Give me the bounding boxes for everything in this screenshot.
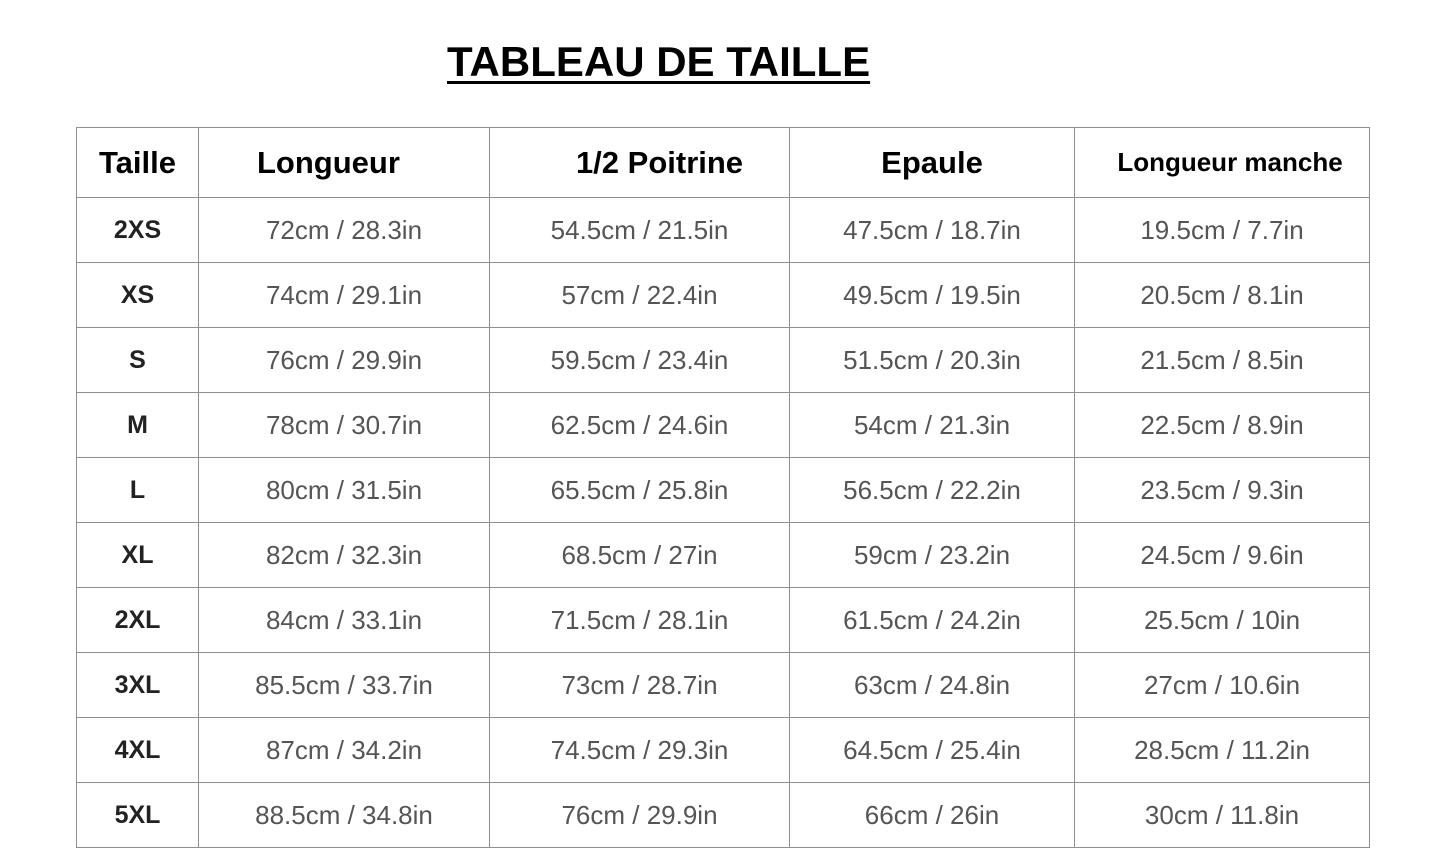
cell-longueur-manche: 19.5cm / 7.7in xyxy=(1075,198,1370,263)
cell-epaule: 66cm / 26in xyxy=(790,783,1075,848)
cell-size: 4XL xyxy=(77,718,199,783)
cell-epaule: 56.5cm / 22.2in xyxy=(790,458,1075,523)
cell-longueur: 85.5cm / 33.7in xyxy=(199,653,490,718)
cell-epaule: 61.5cm / 24.2in xyxy=(790,588,1075,653)
cell-longueur-manche: 28.5cm / 11.2in xyxy=(1075,718,1370,783)
cell-demi-poitrine: 62.5cm / 24.6in xyxy=(490,393,790,458)
cell-size: 3XL xyxy=(77,653,199,718)
cell-demi-poitrine: 65.5cm / 25.8in xyxy=(490,458,790,523)
cell-longueur-manche: 30cm / 11.8in xyxy=(1075,783,1370,848)
cell-size: S xyxy=(77,328,199,393)
table-row xyxy=(77,653,1370,718)
cell-epaule: 63cm / 24.8in xyxy=(790,653,1075,718)
cell-epaule: 54cm / 21.3in xyxy=(790,393,1075,458)
table-row xyxy=(77,393,1370,458)
cell-demi-poitrine: 54.5cm / 21.5in xyxy=(490,198,790,263)
page-title: TABLEAU DE TAILLE xyxy=(447,38,871,85)
header-longueur-manche: Longueur manche xyxy=(1075,128,1370,198)
header-longueur: Longueur xyxy=(199,128,490,198)
cell-longueur: 84cm / 33.1in xyxy=(199,588,490,653)
cell-longueur-manche: 24.5cm / 9.6in xyxy=(1075,523,1370,588)
cell-longueur-manche: 23.5cm / 9.3in xyxy=(1075,458,1370,523)
cell-longueur: 82cm / 32.3in xyxy=(199,523,490,588)
cell-demi-poitrine: 74.5cm / 29.3in xyxy=(490,718,790,783)
cell-longueur-manche: 22.5cm / 8.9in xyxy=(1075,393,1370,458)
table-body xyxy=(77,198,1370,848)
cell-demi-poitrine: 68.5cm / 27in xyxy=(490,523,790,588)
cell-size: XL xyxy=(77,523,199,588)
table-row xyxy=(77,588,1370,653)
cell-epaule: 51.5cm / 20.3in xyxy=(790,328,1075,393)
table-row xyxy=(77,263,1370,328)
cell-epaule: 59cm / 23.2in xyxy=(790,523,1075,588)
cell-size: 5XL xyxy=(77,783,199,848)
cell-size: L xyxy=(77,458,199,523)
cell-demi-poitrine: 57cm / 22.4in xyxy=(490,263,790,328)
cell-size: XS xyxy=(77,263,199,328)
table-row xyxy=(77,458,1370,523)
table-row xyxy=(77,783,1370,848)
cell-demi-poitrine: 73cm / 28.7in xyxy=(490,653,790,718)
cell-longueur: 76cm / 29.9in xyxy=(199,328,490,393)
header-epaule: Epaule xyxy=(790,128,1075,198)
cell-longueur: 88.5cm / 34.8in xyxy=(199,783,490,848)
cell-size: 2XL xyxy=(77,588,199,653)
table-row xyxy=(77,328,1370,393)
header-demi-poitrine: 1/2 Poitrine xyxy=(490,128,790,198)
cell-size: M xyxy=(77,393,199,458)
cell-epaule: 47.5cm / 18.7in xyxy=(790,198,1075,263)
cell-longueur: 74cm / 29.1in xyxy=(199,263,490,328)
cell-longueur-manche: 20.5cm / 8.1in xyxy=(1075,263,1370,328)
header-taille: Taille xyxy=(77,128,199,198)
cell-longueur: 80cm / 31.5in xyxy=(199,458,490,523)
cell-demi-poitrine: 59.5cm / 23.4in xyxy=(490,328,790,393)
cell-longueur: 87cm / 34.2in xyxy=(199,718,490,783)
size-chart-table xyxy=(76,127,1370,848)
table-header-row xyxy=(77,128,1370,198)
cell-demi-poitrine: 71.5cm / 28.1in xyxy=(490,588,790,653)
cell-epaule: 49.5cm / 19.5in xyxy=(790,263,1075,328)
cell-longueur-manche: 25.5cm / 10in xyxy=(1075,588,1370,653)
cell-longueur: 78cm / 30.7in xyxy=(199,393,490,458)
cell-epaule: 64.5cm / 25.4in xyxy=(790,718,1075,783)
cell-longueur: 72cm / 28.3in xyxy=(199,198,490,263)
cell-demi-poitrine: 76cm / 29.9in xyxy=(490,783,790,848)
cell-size: 2XS xyxy=(77,198,199,263)
table-row xyxy=(77,198,1370,263)
table-row xyxy=(77,718,1370,783)
cell-longueur-manche: 21.5cm / 8.5in xyxy=(1075,328,1370,393)
table-row xyxy=(77,523,1370,588)
cell-longueur-manche: 27cm / 10.6in xyxy=(1075,653,1370,718)
